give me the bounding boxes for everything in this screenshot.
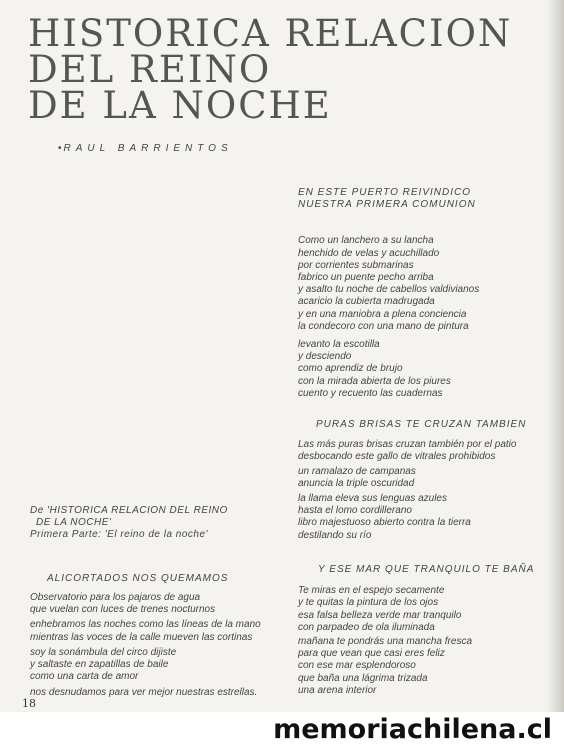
title-line: DEL REINO <box>28 48 272 91</box>
verse-line: como una carta de amor <box>30 671 139 683</box>
section-heading <box>298 187 558 211</box>
heading-line: NUESTRA PRIMERA COMUNION <box>298 199 476 211</box>
title-line: DE LA NOCHE <box>28 84 332 127</box>
verse-line: esa falsa belleza verde mar tranquilo <box>298 609 462 621</box>
verse-line: mañana te pondrás una mancha fresca <box>298 636 472 648</box>
source-note <box>30 505 270 542</box>
verse-line: y en una maniobra a plena conciencia <box>298 308 467 320</box>
verse-line: por corrientes submarinas <box>298 259 414 271</box>
verse-line: nos desnudamos para ver mejor nuestras estrellas. <box>30 687 258 699</box>
bullet-icon: • <box>58 143 62 154</box>
verse-line: soy la sonámbula del circo dijiste <box>30 646 177 658</box>
verse-line: con parpadeo de ola iluminada <box>298 621 435 633</box>
section-heading: PURAS BRISAS TE CRUZAN TAMBIEN <box>316 419 527 430</box>
verse-line: Observatorio para los pajaros de agua <box>30 592 201 603</box>
author-name: RAUL BARRIENTOS <box>63 143 233 154</box>
verse-line: libro majestuoso abierto contra la tierra <box>298 517 471 529</box>
section-puerto <box>298 187 558 400</box>
verse-line: cuento y recuento las cuadernas <box>298 387 443 399</box>
verse-line: anuncia la triple oscuridad <box>298 477 415 489</box>
verse-line: y saltaste en zapatillas de baile <box>30 659 169 671</box>
verse-line: hasta el lomo cordillerano <box>298 505 412 517</box>
verse-line: Como un lanchero a su lancha <box>298 235 434 247</box>
verse-line: que baña una lágrima trizada <box>298 672 428 684</box>
stanza <box>298 235 558 333</box>
title-line: HISTORICA RELACION <box>28 12 513 55</box>
verse-line: henchido de velas y acuchillado <box>298 247 440 259</box>
section-heading: ALICORTADOS NOS QUEMAMOS <box>47 573 229 584</box>
verse-line: Te miras en el espejo secamente <box>298 585 445 597</box>
verse-line: acaricio la cubierta madrugada <box>298 296 435 308</box>
stanza <box>298 585 558 634</box>
stanza <box>298 339 558 400</box>
poem-title <box>28 12 513 127</box>
source-line: De 'HISTORICA RELACION DEL REINO <box>30 505 228 516</box>
verse-line: fabrico un puente pecho arriba <box>298 272 434 284</box>
section-brisas <box>298 419 558 542</box>
verse-line: como aprendiz de brujo <box>298 363 403 375</box>
verse-line: la condecoro con una mano de pintura <box>298 320 469 332</box>
stanza <box>298 439 558 463</box>
stanza <box>298 466 558 490</box>
stanza <box>30 687 285 699</box>
page-number: 18 <box>22 697 36 710</box>
verse-line: para que vean que casi eres feliz <box>298 648 445 660</box>
section-heading: Y ESE MAR QUE TRANQUILO TE BAÑA <box>318 564 535 575</box>
verse-line: levanto la escotilla <box>298 339 380 351</box>
source-line: DE LA NOCHE' <box>36 517 112 529</box>
verse-line: desbocando este gallo de vitrales prohibidos <box>298 451 496 463</box>
verse-line: enhebramos las noches como las líneas de la mano <box>30 619 261 631</box>
source-line: Primera Parte: 'El reino de la noche' <box>30 529 208 541</box>
author-byline <box>58 143 233 154</box>
site-logo-link[interactable]: memoriachilena.cl <box>273 714 552 745</box>
heading-line: EN ESTE PUERTO REIVINDICO <box>298 187 471 198</box>
stanza <box>298 636 558 697</box>
verse-line: Las más puras brisas cruzan también por el patio <box>298 439 517 451</box>
stanza <box>30 592 285 616</box>
verse-line: que vuelan con luces de trenes nocturnos <box>30 604 216 616</box>
verse-line: con ese mar esplendoroso <box>298 660 416 672</box>
stanza <box>30 647 285 684</box>
verse-line: y te quitas la pintura de los ojos <box>298 597 439 609</box>
verse-line: mientras las voces de la calle mueven las cortinas <box>30 631 253 643</box>
stanza <box>30 619 285 643</box>
stanza <box>298 493 558 542</box>
footer-bar <box>0 712 564 750</box>
verse-line: la llama eleva sus lenguas azules <box>298 493 447 505</box>
verse-line: un ramalazo de campanas <box>298 465 416 477</box>
verse-line: y asalto tu noche de cabellos valdivianos <box>298 284 480 296</box>
verse-line: y desciendo <box>298 351 352 363</box>
section-mar <box>298 564 558 697</box>
verse-line: una arena interior <box>298 684 377 696</box>
verse-line: con la mirada abierta de los piures <box>298 375 451 387</box>
section-alicortados <box>30 592 285 700</box>
verse-line: destilando su río <box>298 529 372 541</box>
